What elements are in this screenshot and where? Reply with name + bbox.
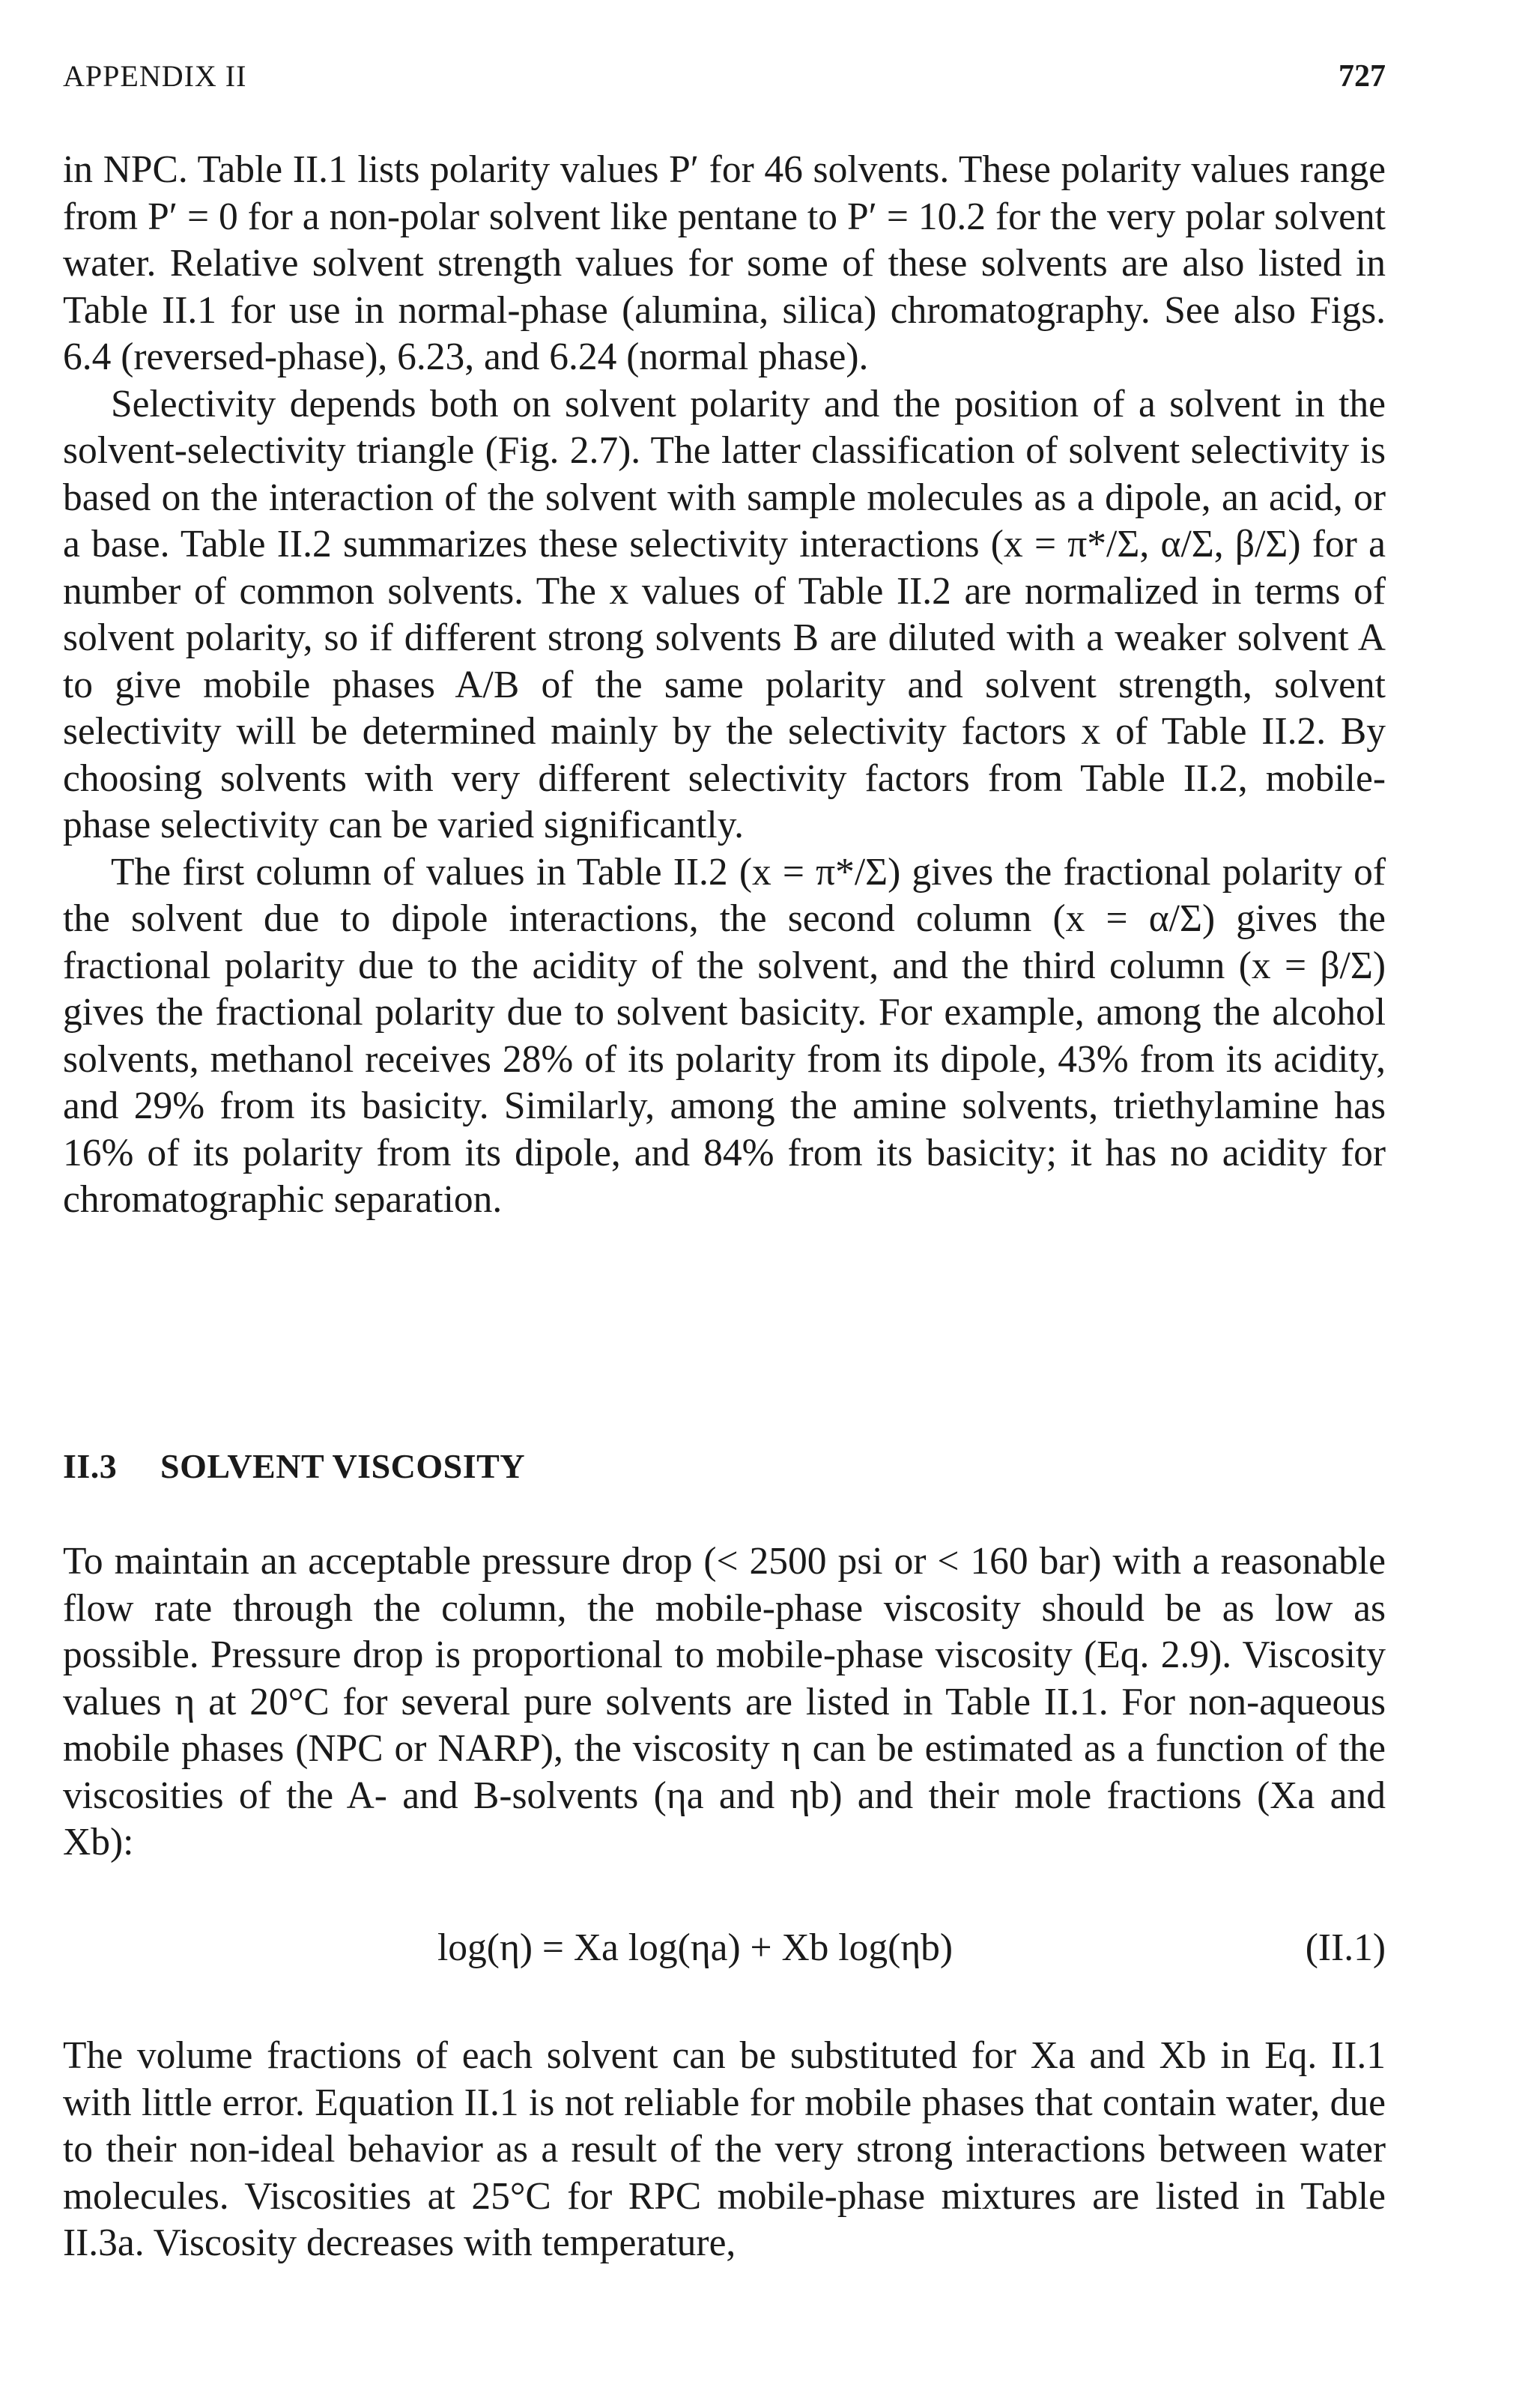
body-text-top [63,147,1386,1224]
page-number: 727 [1339,59,1386,94]
paragraph-table-columns: The first column of values in Table II.2 (x = π*/Σ) gives the fractional polarity of the solvent due to dipole interactions, the second column (x = α/Σ) gives the fractional polarity due to the acidity of the solvent, and the third column (x = β/Σ) gives the fractional polarity due to solvent basicity. For example, among the alcohol solvents, methanol receives 28% of its polarity from its dipole, 43% from its acidity, and 29% from its basicity. Similarly, among the amine solvents, triethylamine has 16% of its polarity from its dipole, and 84% from its basicity; it has no acidity for chromatographic separation. [63,850,1386,1221]
page-header [63,54,1386,99]
paragraph-viscosity: To maintain an acceptable pressure drop (< 2500 psi or < 160 bar) with a reasonable flow rate through the column, the mobile-phase viscosity should be as low as possible. Pressure drop is proportional to mobile-phase viscosity (Eq. 2.9). Viscosity values η at 20°C for several pure solvents are listed in Table II.1. For non-aqueous mobile phases (NPC or NARP), the viscosity η can be estimated as a function of the viscosities of the A- and B-solvents (ηa and ηb) and their mole fractions (Xa and Xb): [63,1540,1386,1863]
running-head: APPENDIX II [63,59,247,93]
equation-number: (II.1) [1305,1926,1386,1969]
paragraph-polarity: in NPC. Table II.1 lists polarity values P′ for 46 solvents. These polarity values range from P′ = 0 for a non-polar solvent like pentane to P′ = 10.2 for the very polar solvent water. Relative solvent strength values for some of these solvents are also listed in Table II.1 for use in normal-phase (alumina, silica) chromatography. See also Figs. 6.4 (reversed-phase), 6.23, and 6.24 (normal phase). [63,148,1386,378]
body-text-viscosity [63,1538,1386,1866]
paragraph-volume-fractions: The volume fractions of each solvent can be substituted for Xa and Xb in Eq. II.1 with little error. Equation II.1 is not reliable for mobile phases that contain water, due to their non-ideal behavior as a result of the very strong interactions between water molecules. Viscosities at 25°C for RPC mobile-phase mixtures are listed in Table II.3a. Viscosity decreases with temperature, [63,2034,1386,2264]
equation-body: log(η) = Xa log(ηa) + Xb log(ηb) [437,1926,954,1969]
body-text-final [63,2033,1386,2267]
section-number: II.3 [63,1447,118,1485]
section-title: SOLVENT VISCOSITY [160,1447,526,1485]
paragraph-selectivity: Selectivity depends both on solvent polarity and the position of a solvent in the solvent-selectivity triangle (Fig. 2.7). The latter classification of solvent selectivity is based on the interaction of the solvent with sample molecules as a dipole, an acid, or a base. Table II.2 summarizes these selectivity interactions (x = π*/Σ, α/Σ, β/Σ) for a number of common solvents. The x values of Table II.2 are normalized in terms of solvent polarity, so if different strong solvents B are diluted with a weaker solvent A to give mobile phases A/B of the same polarity and solvent strength, solvent selectivity will be determined mainly by the selectivity factors x of Table II.2. By choosing solvents with very different selectivity factors from Table II.2, mobile-phase selectivity can be varied significantly. [63,382,1386,846]
section-heading [63,1444,1386,1489]
equation-ii-1 [63,1922,1386,1974]
